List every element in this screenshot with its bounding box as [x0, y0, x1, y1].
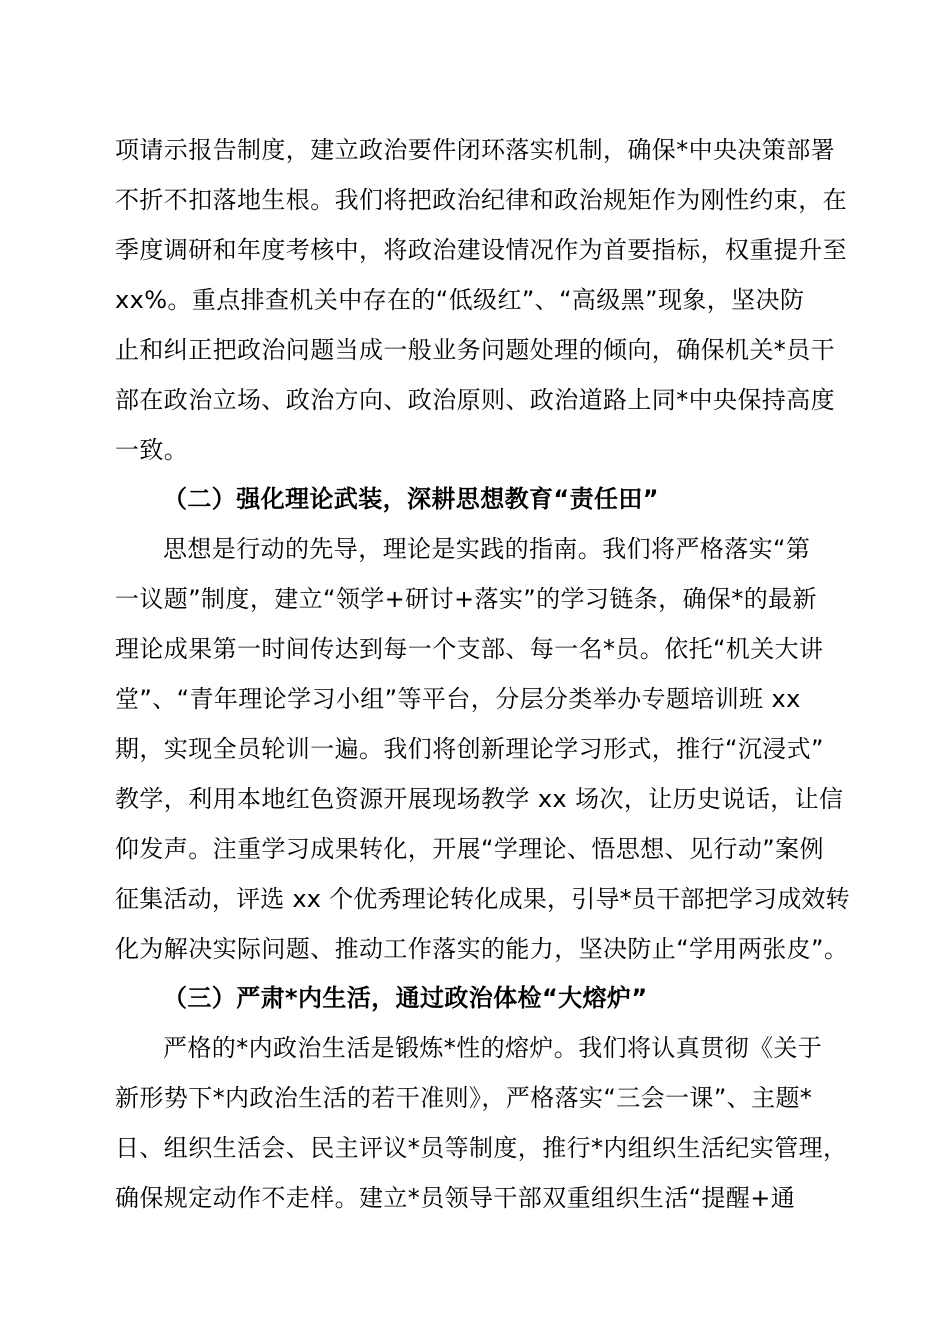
- paragraph-line: 部在政治立场、政治方向、政治原则、政治道路上同*中央保持高度: [115, 386, 835, 414]
- paragraph-line: 新形势下*内政治生活的若干准则》，严格落实“三会一课”、主题*: [115, 1084, 813, 1112]
- section-heading: （二）强化理论武装，深耕思想教育“责任田”: [163, 485, 659, 513]
- paragraph-line: 期，实现全员轮训一遍。我们将创新理论学习形式，推行“沉浸式”: [115, 735, 824, 763]
- paragraph-line: 教学，利用本地红色资源开展现场教学 xx 场次，让历史说话，让信: [115, 785, 844, 813]
- paragraph-line: 项请示报告制度，建立政治要件闭环落实机制，确保*中央决策部署: [115, 136, 835, 164]
- paragraph-line: 理论成果第一时间传达到每一个支部、每一名*员。依托“机关大讲: [115, 635, 824, 663]
- paragraph-line: 一议题”制度，建立“领学+研讨+落实”的学习链条，确保*的最新: [115, 585, 817, 613]
- section-heading: （三）严肃*内生活，通过政治体检“大熔炉”: [163, 984, 648, 1012]
- paragraph-line: 一致。: [115, 436, 189, 464]
- paragraph-line: 化为解决实际问题、推动工作落实的能力，坚决防止“学用两张皮”。: [115, 935, 849, 963]
- paragraph-line: 严格的*内政治生活是锻炼*性的熔炉。我们将认真贯彻《关于: [163, 1034, 823, 1062]
- paragraph-line: 堂”、“青年理论学习小组”等平台，分层分类举办专题培训班 xx: [115, 685, 801, 713]
- paragraph-line: xx%。重点排查机关中存在的“低级红”、“高级黑”现象，坚决防: [115, 286, 805, 314]
- paragraph-line: 止和纠正把政治问题当成一般业务问题处理的倾向，确保机关*员干: [115, 336, 835, 364]
- paragraph-line: 征集活动，评选 xx 个优秀理论转化成果，引导*员干部把学习成效转: [115, 885, 850, 913]
- paragraph-line: 季度调研和年度考核中，将政治建设情况作为首要指标，权重提升至: [115, 236, 847, 264]
- paragraph-line: 仰发声。注重学习成果转化，开展“学理论、悟思想、见行动”案例: [115, 835, 824, 863]
- paragraph-line: 确保规定动作不走样。建立*员领导干部双重组织生活“提醒+通: [115, 1184, 796, 1212]
- paragraph-line: 思想是行动的先导，理论是实践的指南。我们将严格落实“第: [163, 535, 811, 563]
- paragraph-line: 不折不扣落地生根。我们将把政治纪律和政治规矩作为刚性约束，在: [115, 186, 847, 214]
- paragraph-line: 日、组织生活会、民主评议*员等制度，推行*内组织生活纪实管理，: [115, 1134, 848, 1162]
